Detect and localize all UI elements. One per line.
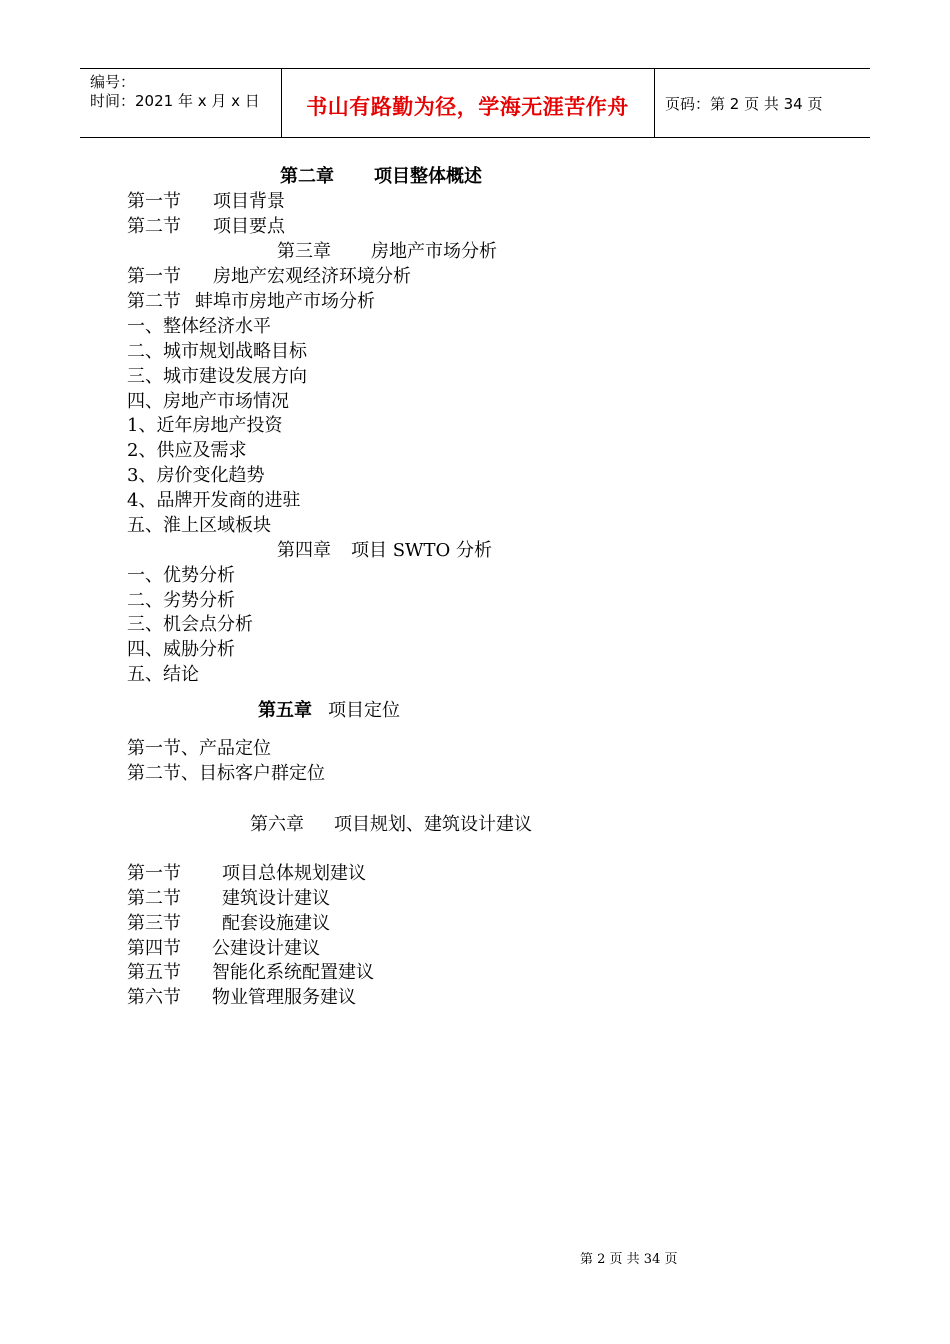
list-item: 3、房价变化趋势 [127, 465, 265, 486]
section-title: 项目背景 [213, 191, 285, 212]
section-title: 配套设施建议 [222, 913, 330, 934]
header-page-cell [655, 69, 870, 137]
chapter-heading [277, 241, 497, 263]
chapter-number: 第六章 [250, 814, 304, 835]
section-number: 第一节 [127, 191, 181, 212]
chapter-heading [280, 166, 482, 188]
motto-text: 书山有路勤为径，学海无涯苦作舟 [306, 95, 629, 119]
section-number: 第一节 [127, 863, 181, 884]
section-entry [127, 938, 320, 960]
list-item: 四、威胁分析 [127, 639, 235, 660]
list-item: 1、近年房地产投资 [127, 415, 283, 436]
list-item: 三、城市建设发展方向 [127, 366, 307, 387]
page-footer: 第 2 页 共 34 页 [580, 1252, 678, 1267]
list-item: 4、品牌开发商的进驻 [127, 490, 301, 511]
chapter-title: 项目规划、建筑设计建议 [334, 814, 532, 835]
chapter-heading [258, 700, 400, 722]
header-motto-cell [281, 69, 655, 137]
section-number: 第六节 [127, 987, 181, 1008]
section-entry [127, 191, 285, 213]
chapter-number: 第二章 [280, 166, 334, 187]
section-entry [127, 266, 411, 288]
document-number-label: 编号： [90, 73, 136, 91]
list-item: 二、劣势分析 [127, 590, 235, 611]
list-item: 第一节、产品定位 [127, 738, 271, 759]
section-number: 第三节 [127, 913, 181, 934]
section-entry [127, 216, 285, 238]
chapter-number: 第四章 [277, 540, 331, 561]
chapter-heading [250, 814, 532, 836]
list-item: 三、机会点分析 [127, 614, 253, 635]
section-number: 第二节 [127, 291, 181, 312]
section-entry [127, 913, 330, 935]
list-item: 一、优势分析 [127, 565, 235, 586]
section-number: 第一节 [127, 266, 181, 287]
section-entry [127, 888, 330, 910]
document-time-label: 时间：2021 年 x 月 x 日 [90, 92, 260, 110]
section-number: 第二节 [127, 888, 181, 909]
section-entry [127, 291, 375, 313]
list-item: 二、城市规划战略目标 [127, 341, 307, 362]
list-item: 一、整体经济水平 [127, 316, 271, 337]
chapter-number: 第五章 [258, 700, 312, 721]
section-entry [127, 987, 356, 1009]
section-number: 第五节 [127, 962, 181, 983]
chapter-title: 项目定位 [328, 700, 400, 721]
chapter-heading [277, 540, 492, 562]
section-number: 第四节 [127, 938, 181, 959]
section-number: 第二节 [127, 216, 181, 237]
section-title: 房地产宏观经济环境分析 [213, 266, 411, 287]
section-title: 蚌埠市房地产市场分析 [195, 291, 375, 312]
chapter-title: 项目整体概述 [374, 166, 482, 187]
chapter-title: 项目 SWTO 分析 [351, 540, 493, 561]
list-item: 五、结论 [127, 664, 199, 685]
page-header [80, 68, 870, 138]
section-title: 物业管理服务建议 [212, 987, 356, 1008]
list-item: 四、房地产市场情况 [127, 391, 289, 412]
header-info-cell [80, 69, 282, 137]
section-title: 项目总体规划建议 [222, 863, 366, 884]
section-entry [127, 863, 366, 885]
list-item: 2、供应及需求 [127, 440, 247, 461]
section-title: 项目要点 [213, 216, 285, 237]
page-code-text: 页码：第 2 页 共 34 页 [665, 95, 823, 113]
section-title: 建筑设计建议 [222, 888, 330, 909]
list-item: 五、淮上区域板块 [127, 515, 271, 536]
list-item: 第二节、目标客户群定位 [127, 763, 325, 784]
section-entry [127, 962, 374, 984]
chapter-title: 房地产市场分析 [371, 241, 497, 262]
chapter-number: 第三章 [277, 241, 331, 262]
section-title: 公建设计建议 [212, 938, 320, 959]
section-title: 智能化系统配置建议 [212, 962, 374, 983]
